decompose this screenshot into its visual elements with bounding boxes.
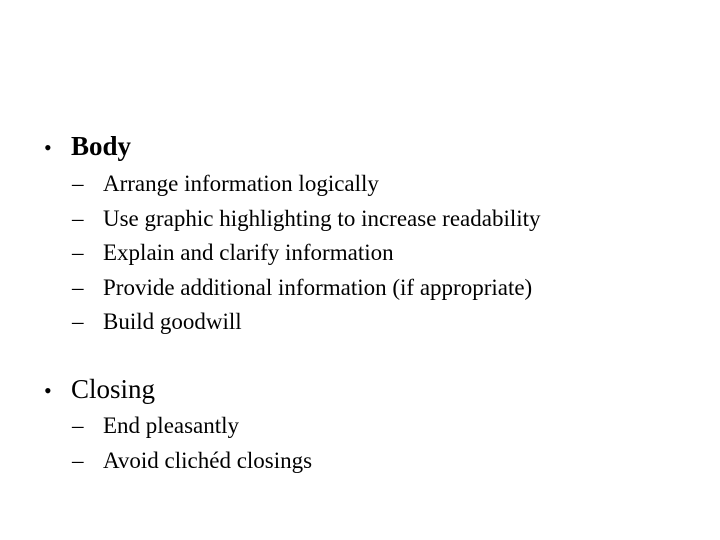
section-heading: Body (71, 131, 132, 161)
list-item-text: Use graphic highlighting to increase readability (103, 205, 541, 231)
section-heading-row (44, 371, 684, 409)
sub-list (72, 167, 684, 340)
dash-icon: – (72, 413, 84, 438)
dash-icon: – (72, 205, 84, 231)
list-item (72, 271, 684, 306)
bullet-icon: • (44, 135, 52, 160)
list-item (72, 236, 684, 271)
list-item (72, 444, 684, 479)
list-item (72, 202, 684, 237)
dash-icon: – (72, 309, 84, 334)
dash-icon: – (72, 240, 84, 265)
section-closing (44, 371, 684, 478)
section-heading: Closing (71, 374, 156, 404)
list-item (72, 305, 684, 340)
dash-icon: – (72, 274, 84, 300)
list-item-text: Avoid clichéd closings (103, 447, 313, 473)
list-item-text: Explain and clarify information (103, 240, 394, 265)
section-body (44, 128, 684, 340)
dash-icon: – (72, 171, 84, 196)
list-item-text: Arrange information logically (103, 171, 379, 196)
list-item-text: Build goodwill (103, 309, 242, 334)
list-item (72, 409, 684, 444)
list-item-text: End pleasantly (103, 413, 240, 438)
section-heading-row (44, 128, 684, 166)
bullet-icon: • (44, 378, 52, 403)
dash-icon: – (72, 447, 84, 473)
list-item-text: Provide additional information (if appropriate) (103, 274, 533, 300)
sub-list (72, 409, 684, 478)
list-item (72, 167, 684, 202)
